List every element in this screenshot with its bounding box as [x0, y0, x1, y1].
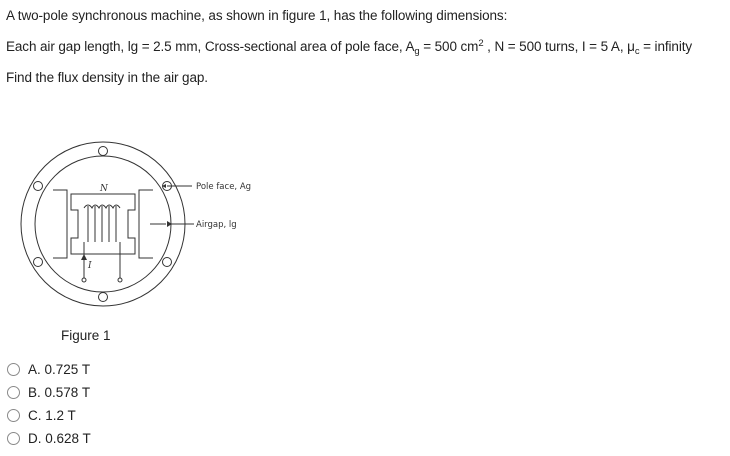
dimension-text-2: = 500 cm [419, 39, 479, 54]
left-pole [53, 190, 67, 258]
bolt-hole [99, 293, 108, 302]
radio-button[interactable] [7, 409, 20, 422]
bolt-hole [163, 258, 172, 267]
option-c[interactable] [7, 406, 76, 424]
dimension-text-4: = infinity [639, 39, 693, 54]
area-subscript: g [414, 46, 420, 57]
question-line-2 [6, 38, 692, 57]
option-b[interactable] [7, 383, 90, 401]
machine-figure [20, 130, 265, 310]
question-line-3: Find the flux density in the air gap. [6, 70, 208, 85]
option-label: D. 0.628 T [28, 430, 91, 446]
question-line-1: A two-pole synchronous machine, as shown in figure 1, has the following dimensions: [6, 8, 508, 23]
lead-terminal [118, 278, 122, 282]
radio-button[interactable] [7, 432, 20, 445]
airgap-label: Airgap, lg [196, 220, 237, 230]
option-label: C. 1.2 T [28, 407, 76, 423]
bolt-hole [34, 182, 43, 191]
turns-label: N [100, 184, 108, 194]
pole-face-label: Pole face, Ag [196, 182, 252, 192]
current-label: I [88, 261, 92, 271]
option-a[interactable] [7, 360, 90, 378]
radio-button[interactable] [7, 363, 20, 376]
option-label: A. 0.725 T [28, 361, 91, 377]
area-superscript: 2 [478, 38, 484, 49]
dimension-text-3: , N = 500 turns, I = 5 A, μ [483, 39, 635, 54]
lead-terminal [82, 278, 86, 282]
bolt-hole [34, 258, 43, 267]
current-arrowhead [81, 254, 87, 260]
bolt-hole [99, 147, 108, 156]
mu-subscript: c [634, 46, 640, 57]
option-d[interactable] [7, 429, 91, 447]
dimension-text-1: Each air gap length, lg = 2.5 mm, Cross-sectional area of pole face, A [6, 39, 415, 54]
figure-caption: Figure 1 [61, 328, 111, 343]
radio-button[interactable] [7, 386, 20, 399]
rotor-core [71, 194, 135, 254]
option-label: B. 0.578 T [28, 384, 91, 400]
